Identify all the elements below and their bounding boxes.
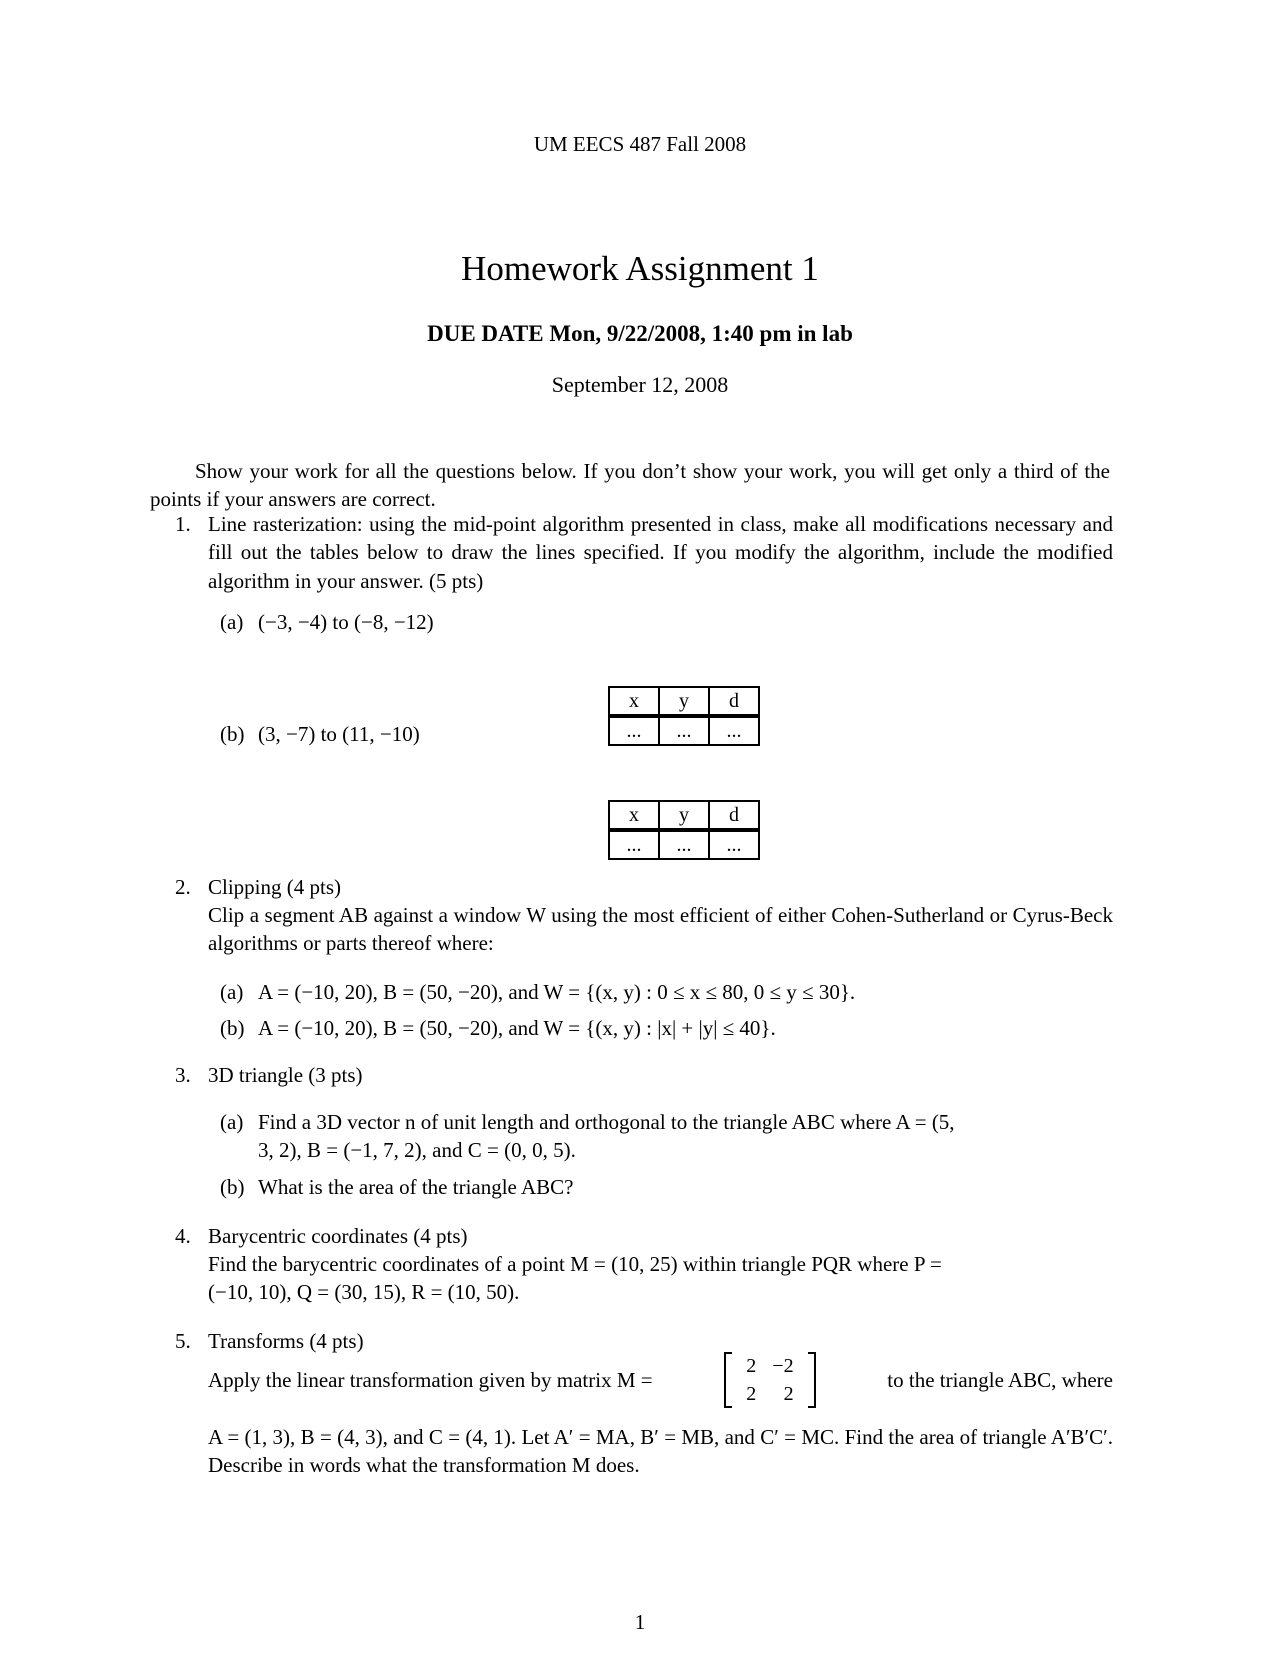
intro-text: Show your work for all the questions below. If you don’t show your work, you will get only a third of the points if your answers are correct. [150,459,1110,512]
matrix-cell: −2 [772,1355,794,1377]
q2-number: 2. [175,875,191,899]
page-number: 1 [634,1610,646,1634]
q5-matrix-line [208,1352,1113,1408]
q1a-label: (a) [220,610,244,634]
q5-number: 5. [175,1329,191,1353]
table-header-x: x [609,801,659,830]
table-header-y: y [659,801,709,830]
transform-matrix [724,1352,815,1408]
q2b-label: (b) [220,1016,245,1040]
q4-number: 4. [175,1224,191,1248]
table-cell: ... [659,830,709,859]
q3-heading: 3D triangle (3 pts) [208,1063,363,1087]
course-header: UM EECS 487 Fall 2008 [533,132,747,156]
q3b-label: (b) [220,1175,245,1199]
q1-number: 1. [175,512,191,536]
table-header-d: d [709,687,759,716]
table-cell: ... [709,716,759,745]
q3a-text: Find a 3D vector n of unit length and orthogonal to the triangle ABC where A = (5, 3, 2), B = (−1, 7, 2), and C = (0, 0, 5). [258,1110,955,1163]
due-date: DUE DATE Mon, 9/22/2008, 1:40 pm in lab [427,321,853,346]
q1b-label: (b) [220,722,245,746]
q4-heading: Barycentric coordinates (4 pts) [208,1224,468,1248]
intro-paragraph [150,457,1110,514]
q2a-label: (a) [220,980,244,1004]
table-cell: ... [609,830,659,859]
table-header-d: d [709,801,759,830]
q3-number: 3. [175,1063,191,1087]
q5-heading: Transforms (4 pts) [208,1329,364,1353]
q5-pre-text: Apply the linear transformation given by matrix M = [208,1367,653,1392]
q1-text: Line rasterization: using the mid-point algorithm presented in class, make all modifications necessary and fill out the tables below to draw the lines specified. If you modify the algorithm, include the modified algorithm in your answer. (5 pts) [208,512,1113,593]
matrix-cell: 2 [746,1355,757,1377]
q1a-text: (−3, −4) to (−8, −12) [258,610,434,634]
table-cell: ... [659,716,709,745]
page-title: Homework Assignment 1 [461,249,819,288]
table-header-x: x [609,687,659,716]
q2-heading: Clipping (4 pts) [208,875,342,899]
q3b-text: What is the area of the triangle ABC? [258,1175,574,1199]
q3a-label: (a) [220,1110,244,1134]
q2b-text: A = (−10, 20), B = (50, −20), and W = {(x, y) : |x| + |y| ≤ 40}. [258,1016,776,1040]
q5-post-text: to the triangle ABC, where [887,1367,1113,1392]
matrix-cell: 2 [746,1383,757,1405]
table-cell: ... [709,830,759,859]
table-header-y: y [659,687,709,716]
q2-text: Clip a segment AB against a window W using the most efficient of either Cohen-Sutherland or Cyrus-Beck algorithms or parts thereof where: [208,903,1113,956]
q4-text: Find the barycentric coordinates of a point M = (10, 25) within triangle PQR where P = (−10, 10), Q = (30, 15), R = (10, 50). [208,1252,942,1305]
q1b-text: (3, −7) to (11, −10) [258,722,420,746]
table-cell: ... [609,716,659,745]
matrix-cell: 2 [783,1383,794,1405]
issue-date: September 12, 2008 [551,372,729,397]
q2a-text: A = (−10, 20), B = (50, −20), and W = {(x, y) : 0 ≤ x ≤ 80, 0 ≤ y ≤ 30}. [258,980,856,1004]
q1b-table [608,800,760,860]
q5-text: A = (1, 3), B = (4, 3), and C = (4, 1). Let A′ = MA, B′ = MB, and C′ = MC. Find the area of triangle A′B′C′. Describe in words what the transformation M does. [208,1425,1113,1478]
